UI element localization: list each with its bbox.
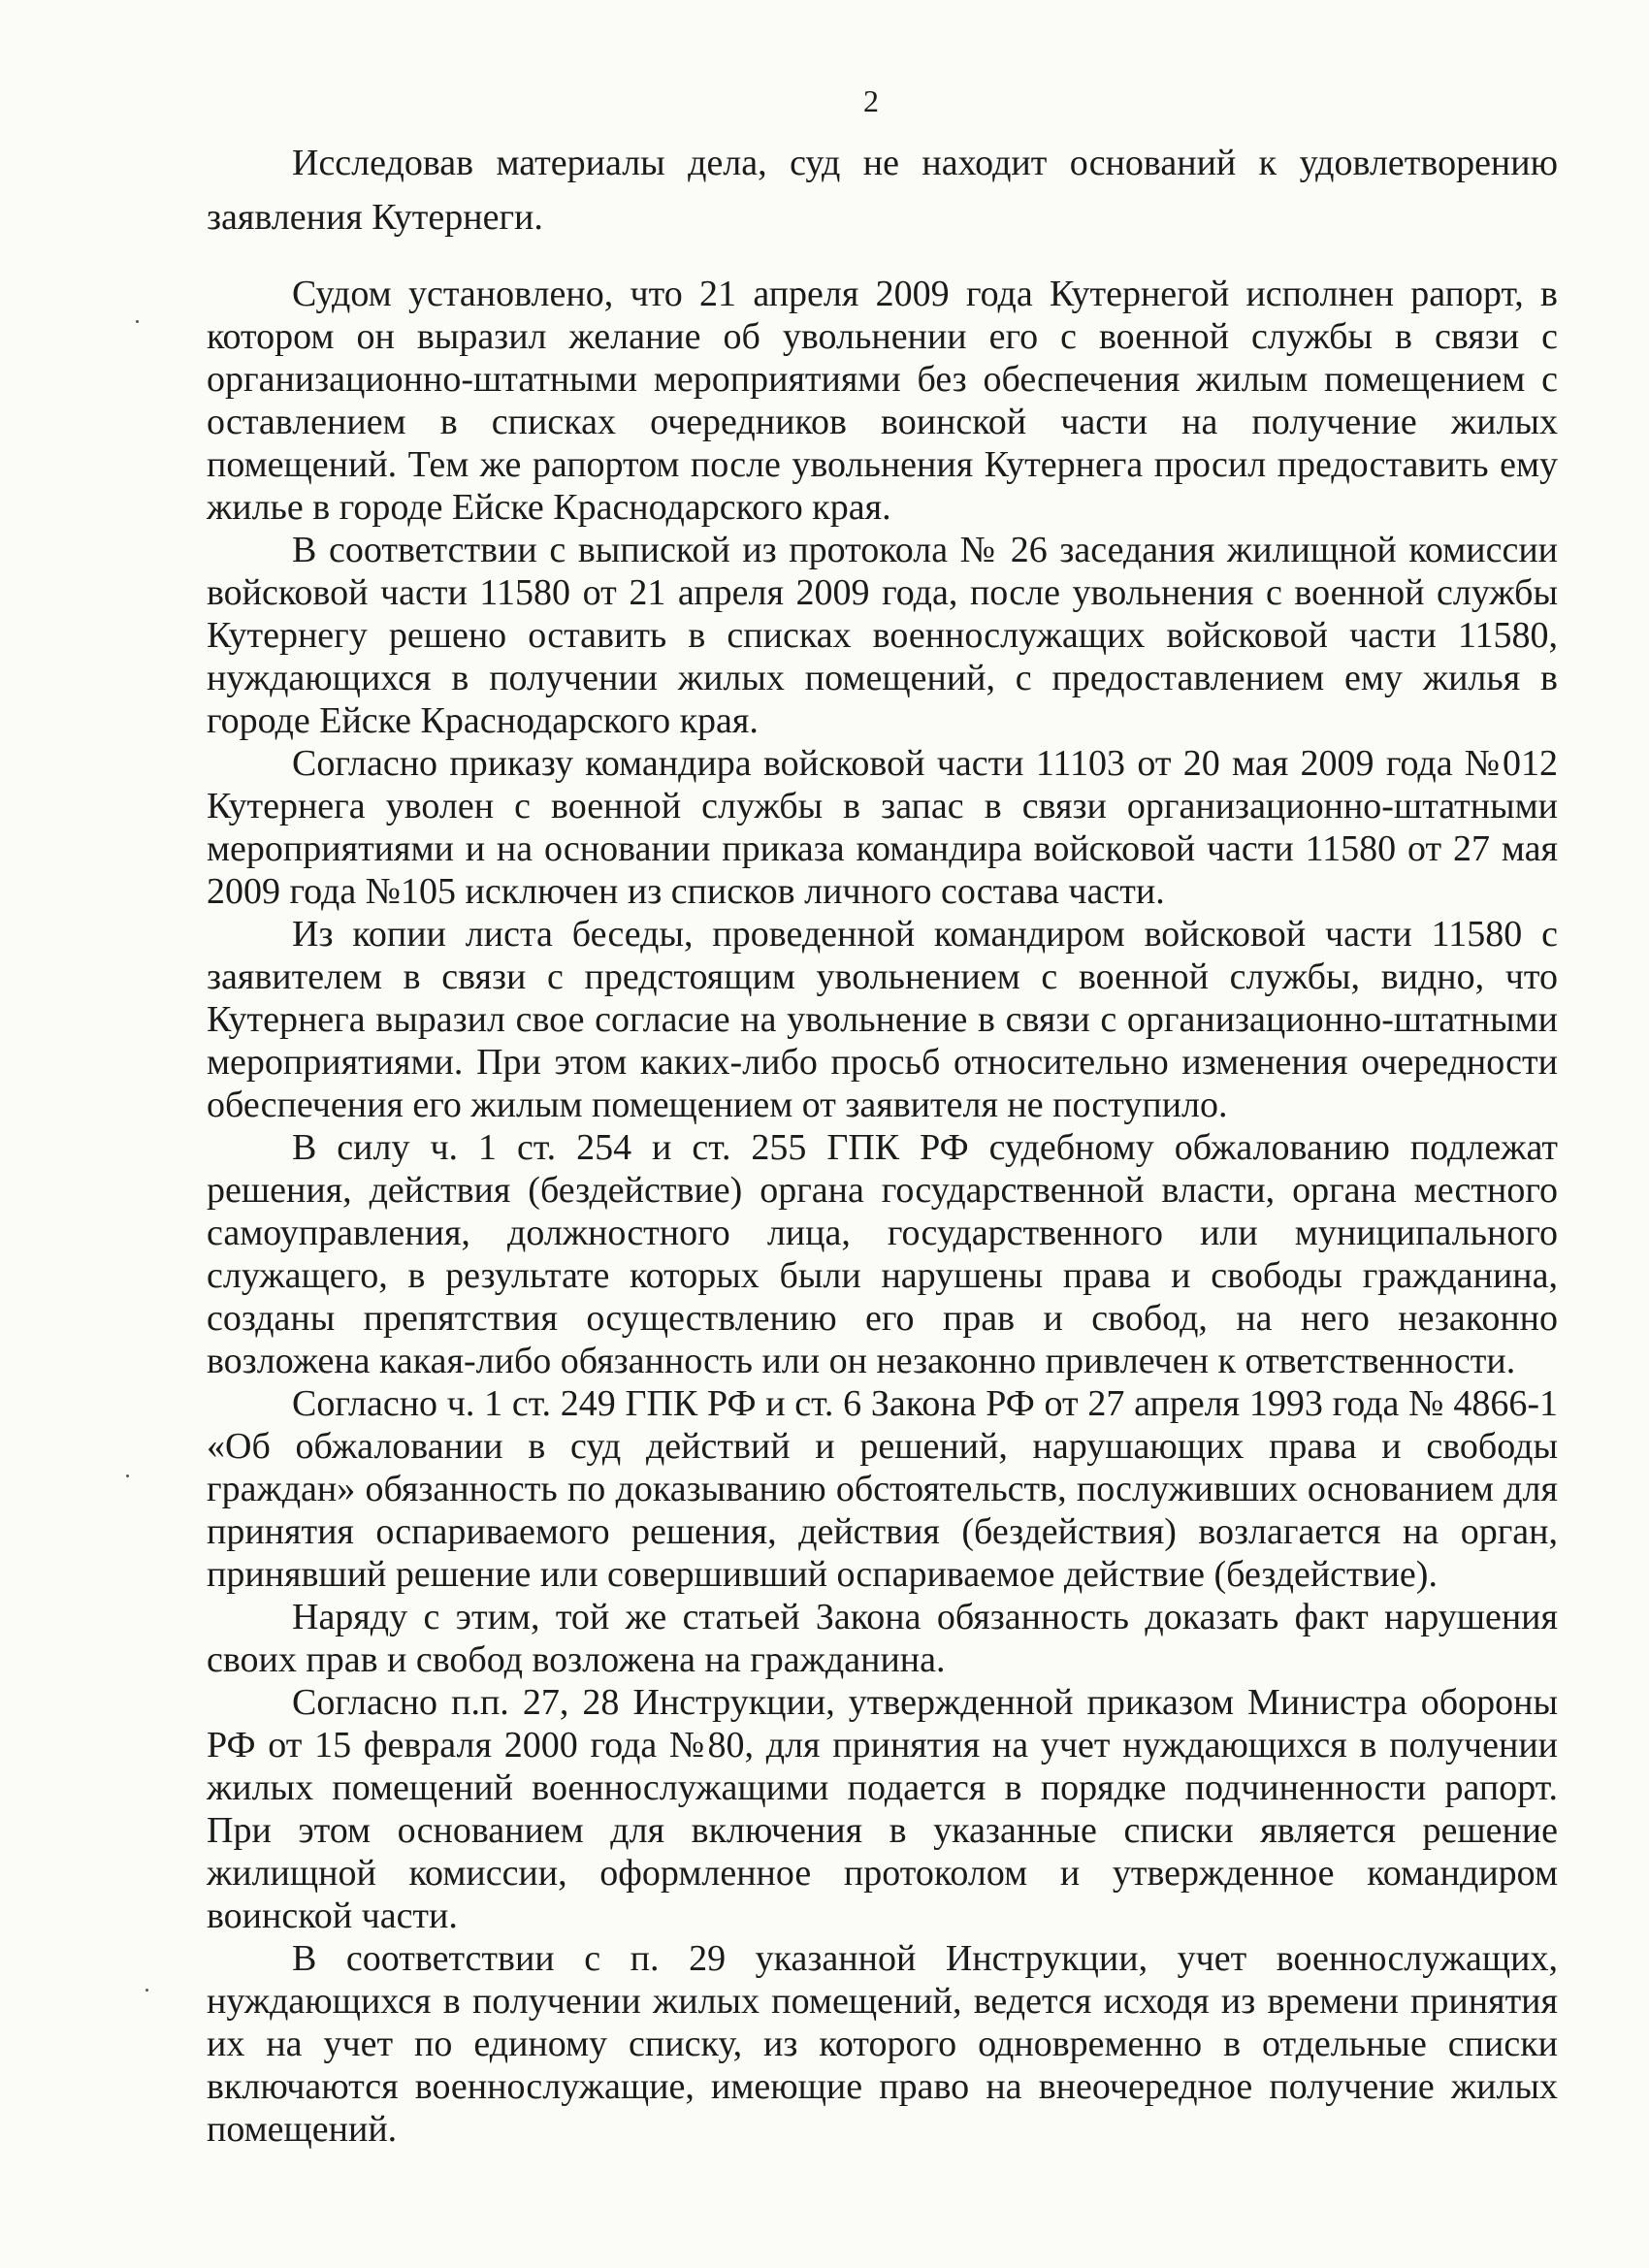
text-line: воинской части. xyxy=(207,1895,458,1936)
paragraph xyxy=(207,1937,1558,2151)
text-line: Согласно приказу командира войсковой части 11103 от 20 мая 2009 года №012 xyxy=(292,743,1558,784)
text-line: котором он выразил желание об увольнении его с военной службы в связи с xyxy=(207,316,1558,357)
text-line: служащего, в результате которых были нарушены права и свободы гражданина, xyxy=(207,1255,1558,1296)
text-line: решения, действия (бездействие) органа государственной власти, органа местного xyxy=(207,1170,1558,1211)
text-line: «Об обжаловании в суд действий и решений, нарушающих права и свободы xyxy=(207,1426,1558,1467)
text-line: самоуправления, должностного лица, государственного или муниципального xyxy=(207,1213,1558,1253)
scan-speck xyxy=(126,1474,129,1477)
text-line: Кутернегу решено оставить в списках военнослужащих войсковой части 11580, xyxy=(207,615,1558,656)
paragraph xyxy=(207,1382,1558,1596)
text-line: возложена какая-либо обязанность или он незаконно привлечен к ответственности. xyxy=(207,1341,1516,1381)
scan-speck xyxy=(136,320,139,323)
text-line: нуждающихся в получении жилых помещений, с предоставлением ему жилья в xyxy=(207,658,1558,698)
text-line: 2009 года №105 исключен из списков личного состава части. xyxy=(207,871,1165,912)
text-line: заявителем в связи с предстоящим увольнением с военной службы, видно, что xyxy=(207,956,1558,997)
text-line: Судом установлено, что 21 апреля 2009 года Кутернегой исполнен рапорт, в xyxy=(292,274,1558,314)
paragraph xyxy=(207,1126,1558,1382)
text-line: войсковой части 11580 от 21 апреля 2009 года, после увольнения с военной службы xyxy=(207,572,1558,613)
text-line: помещений. xyxy=(207,2109,398,2150)
text-line: Наряду с этим, той же статьей Закона обязанность доказать факт нарушения xyxy=(292,1597,1558,1637)
text-line: созданы препятствия осуществлению его прав и свобод, на него незаконно xyxy=(207,1298,1558,1339)
text-line: мероприятиями и на основании приказа командира войсковой части 11580 от 27 мая xyxy=(207,828,1558,869)
paragraph-intro xyxy=(207,136,1558,244)
paragraph xyxy=(207,273,1558,529)
text-line: оставлением в списках очередников воинской части на получение жилых xyxy=(207,402,1558,442)
text-line: жилищной комиссии, оформленное протоколом и утвержденное командиром xyxy=(207,1853,1558,1894)
paragraph xyxy=(207,529,1558,742)
text-line: принятия оспариваемого решения, действия (бездействия) возлагается на орган, xyxy=(207,1511,1558,1552)
text-line: нуждающихся в получении жилых помещений, ведется исходя из времени принятия xyxy=(207,1981,1558,2022)
page-number: 2 xyxy=(863,83,879,118)
paragraph xyxy=(207,742,1558,913)
document-body xyxy=(207,273,1558,2151)
text-line: При этом основанием для включения в указанные списки является решение xyxy=(207,1810,1558,1851)
text-line: РФ от 15 февраля 2000 года №80, для принятия на учет нуждающихся в получении xyxy=(207,1725,1558,1766)
text-line: В силу ч. 1 ст. 254 и ст. 255 ГПК РФ судебному обжалованию подлежат xyxy=(292,1127,1558,1168)
text-line: В соответствии с п. 29 указанной Инструкции, учет военнослужащих, xyxy=(292,1938,1558,1979)
text-line: заявления Кутернеги. xyxy=(207,197,543,238)
text-line: жилье в городе Ейске Краснодарского края. xyxy=(207,487,891,528)
paragraph xyxy=(207,1596,1558,1681)
text-line: мероприятиями. При этом каких-либо просьб относительно изменения очередности xyxy=(207,1042,1558,1083)
text-line: Из копии листа беседы, проведенной командиром войсковой части 11580 с xyxy=(292,914,1558,955)
text-line: организационно-штатными мероприятиями без обеспечения жилым помещением с xyxy=(207,359,1558,400)
text-line: Согласно п.п. 27, 28 Инструкции, утвержденной приказом Министра обороны xyxy=(292,1682,1558,1723)
text-line: своих прав и свобод возложена на гражданина. xyxy=(207,1639,946,1680)
text-line: принявший решение или совершивший оспариваемое действие (бездействие). xyxy=(207,1554,1438,1595)
text-line: включаются военнослужащие, имеющие право на внеочередное получение жилых xyxy=(207,2066,1558,2107)
text-line: Исследовав материалы дела, суд не находит оснований к удовлетворению xyxy=(292,143,1558,183)
text-line: помещений. Тем же рапортом после увольнения Кутернега просил предоставить ему xyxy=(207,444,1558,485)
text-line: В соответствии с выпиской из протокола № 26 заседания жилищной комиссии xyxy=(292,530,1558,570)
text-line: Кутернега выразил свое согласие на увольнение в связи с организационно-штатными xyxy=(207,999,1558,1040)
paragraph xyxy=(207,136,1558,244)
text-line: обеспечения его жилым помещением от заявителя не поступило. xyxy=(207,1085,1228,1125)
scan-speck xyxy=(146,1989,148,1992)
text-line: Согласно ч. 1 ст. 249 ГПК РФ и ст. 6 Закона РФ от 27 апреля 1993 года № 4866-1 xyxy=(292,1383,1558,1424)
paragraph xyxy=(207,1681,1558,1937)
text-line: городе Ейске Краснодарского края. xyxy=(207,700,759,741)
paragraph xyxy=(207,913,1558,1126)
text-line: их на учет по единому списку, из которого одновременно в отдельные списки xyxy=(207,2024,1558,2064)
text-line: Кутернега уволен с военной службы в запас в связи организационно-штатными xyxy=(207,786,1558,826)
text-line: жилых помещений военнослужащими подается в порядке подчиненности рапорт. xyxy=(207,1767,1558,1808)
text-line: граждан» обязанность по доказыванию обстоятельств, послуживших основанием для xyxy=(207,1469,1558,1509)
